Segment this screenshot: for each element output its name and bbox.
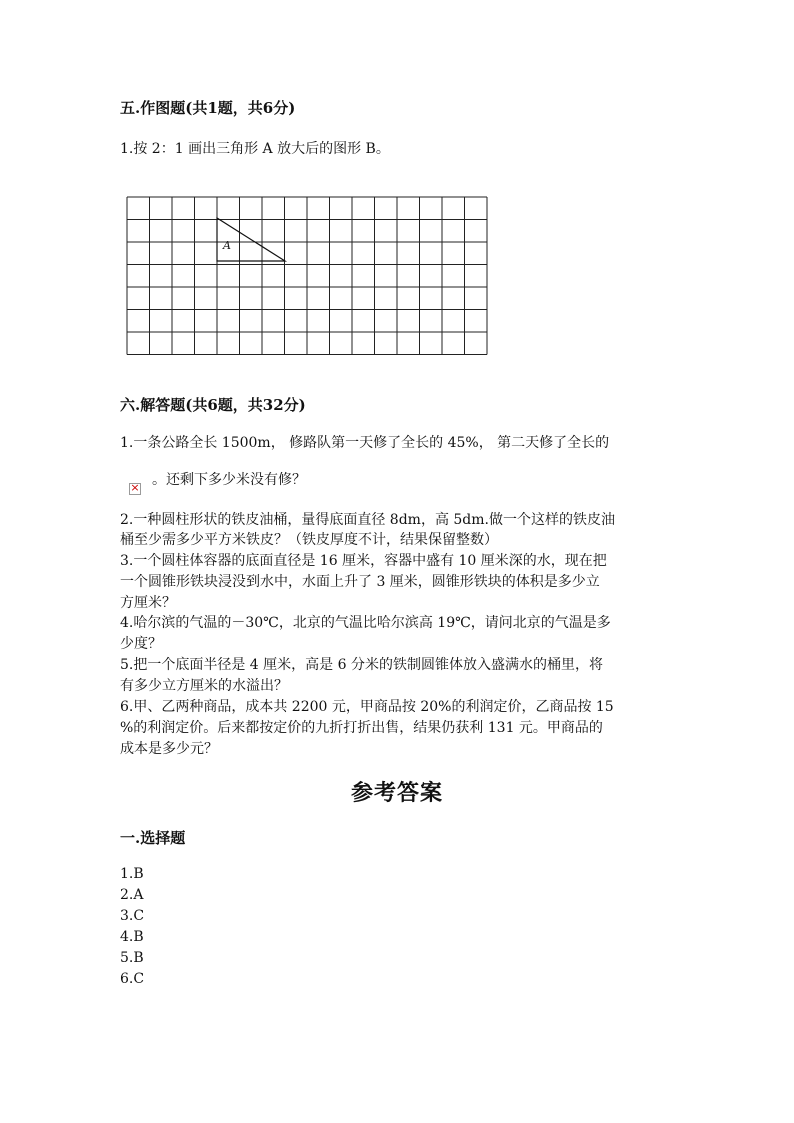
problem-2-line-2: 桶至少需多少平方米铁皮？（铁皮厚度不计，结果保留整数） bbox=[120, 532, 498, 548]
problem-2-line-1: 2.一种圆柱形状的铁皮油桶，量得底面直径 8dm，高 5dm.做一个这样的铁皮油 bbox=[120, 512, 615, 528]
problem-6-line-2: %的利润定价。后来都按定价的九折打折出售，结果仍获利 131 元。甲商品的 bbox=[120, 720, 603, 736]
section5-heading: 五.作图题(共1题，共6分) bbox=[120, 99, 296, 117]
problem-4-line-1: 4.哈尔滨的气温的－30℃，北京的气温比哈尔滨高 19℃，请问北京的气温是多 bbox=[120, 615, 611, 631]
grid-lines bbox=[127, 197, 487, 355]
answer-item-4: 4.B bbox=[120, 929, 144, 945]
answer-item-1: 1.B bbox=[120, 866, 144, 882]
section5-question-1: 1.按 2：1 画出三角形 A 放大后的图形 B。 bbox=[120, 141, 390, 157]
answer-item-5: 5.B bbox=[120, 950, 144, 966]
answers-section1-heading: 一.选择题 bbox=[120, 829, 186, 847]
section6-heading: 六.解答题(共6题，共32分) bbox=[120, 396, 306, 414]
problem-3-line-3: 方厘米？ bbox=[120, 595, 176, 611]
problem-5-line-2: 有多少立方厘米的水溢出？ bbox=[120, 678, 288, 694]
triangle-label: A bbox=[223, 239, 231, 252]
problem-3-line-2: 一个圆锥形铁块浸没到水中，水面上升了 3 厘米，圆锥形铁块的体积是多少立 bbox=[120, 574, 600, 590]
broken-image-icon: × bbox=[130, 481, 140, 494]
problem-5-line-1: 5.把一个底面半径是 4 厘米，高是 6 分米的铁制圆锥体放入盛满水的桶里，将 bbox=[120, 657, 603, 673]
problem-1-line-1: 1.一条公路全长 1500m， 修路队第一天修了全长的 45%， 第二天修了全长的 bbox=[120, 435, 610, 451]
problem-6-line-3: 成本是多少元？ bbox=[120, 741, 218, 757]
answer-item-2: 2.A bbox=[120, 887, 144, 903]
answer-item-6: 6.C bbox=[120, 971, 145, 987]
answer-item-3: 3.C bbox=[120, 908, 145, 924]
problem-3-line-1: 3.一个圆柱体容器的底面直径是 16 厘米，容器中盛有 10 厘米深的水，现在把 bbox=[120, 553, 607, 569]
problem-6-line-1: 6.甲、乙两种商品，成本共 2200 元，甲商品按 20%的利润定价，乙商品按 15 bbox=[120, 699, 614, 715]
answers-title: 参考答案 bbox=[350, 780, 443, 806]
problem-4-line-2: 少度？ bbox=[120, 636, 162, 652]
problem-1-line-2: 。还剩下多少米没有修？ bbox=[152, 472, 306, 488]
